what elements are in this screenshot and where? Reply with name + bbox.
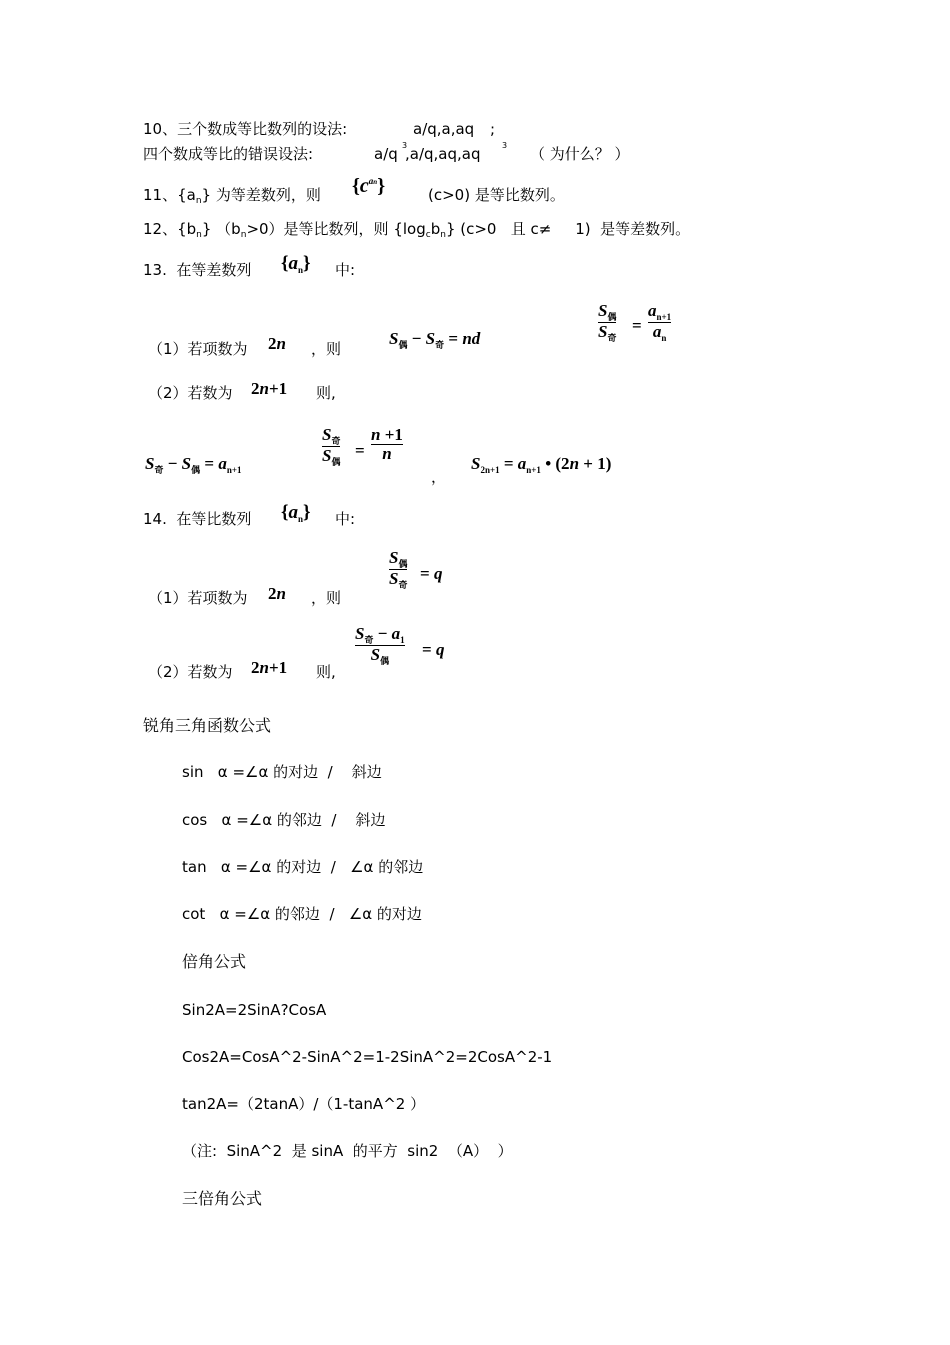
line-13: 13. 在等差数列 [143,261,252,279]
equals-13b: = [355,441,365,460]
line-10b-text: 四个数成等比的错误设法: [143,145,314,163]
trig-tan: tan α =∠α 的对边 / ∠α 的邻边 [182,858,424,876]
formula-2n1-13: 2n+1 [251,379,288,398]
line-13-2-end: 则, [316,384,336,402]
line-12: 12、$\{b_n\}$ $(b_n>0)$是等比数列，则 $\{\log_cb_n\}$ (c>0 且 c≠ 1) 是等差数列。 [143,220,691,240]
equals-13: = [632,316,642,335]
trig-sin: sin α =∠α 的对边 / 斜边 [182,763,382,781]
formula-seven-minus-sodd: $S_偶 - S_奇$ = nd [389,329,481,350]
formula-eq-q-14b: = q [422,640,445,659]
formula-2n-14: 2n [268,584,286,603]
trig-title: 锐角三角函数公式 [143,716,272,735]
comma: ， [431,468,447,486]
formula-sodd-minus-seven: $S_奇 - S_偶 = a_{n+1}$ [145,454,242,475]
formula-ratio-13b-left: $S_奇$ $S_偶$ [322,425,341,468]
line-10-text: 10、三个数成等比数列的设法: [143,120,348,138]
formula-sin2a: Sin2A=2SinA?CosA [182,1001,327,1019]
formula-cos2a: Cos2A=CosA^2-SinA^2=1-2SinA^2=2CosA^2-1 [182,1048,553,1066]
triple-angle-title: 三倍角公式 [182,1189,263,1208]
line-10-end: ; [490,120,496,138]
formula-ratio-14b: $S_奇 - a_1$ $S_偶$ [355,624,405,667]
trig-cot: cot α =∠α 的邻边 / ∠α 的对边 [182,905,422,923]
formula-ratio-13b-right: n +1 n [371,425,403,463]
formula-s2n1: $S_{2n+1} = a_{n+1}$ • (2n + 1) [471,454,612,475]
line-14: 14. 在等比数列 [143,510,252,528]
line-10b-value: a/q [374,145,398,163]
line-11-end: (c>0) 是等比数列。 [428,186,565,204]
line-13-1: （1）若项数为 [148,340,248,358]
double-angle-title: 倍角公式 [182,952,247,971]
line-10b-value2: ,a/q,aq,aq [405,145,481,163]
formula-2n1-14: 2n+1 [251,658,288,677]
line-14-1: （1）若项数为 [148,589,248,607]
line-11: 11、$\{a_n\}$ 为等差数列，则 [143,186,321,206]
formula-2n-13: 2n [268,334,286,353]
formula-tan2a: tan2A=（2tanA）/（1-tanA^2 ） [182,1095,426,1113]
line-13-1-end: ，则 [311,340,342,358]
line-10b-sup2: 3 [502,141,508,150]
line-14-2-end: 则, [316,663,336,681]
line-14-1-end: ，则 [311,589,342,607]
note: （注: SinA^2 是 sinA 的平方 sin2 （A） ） [182,1142,513,1160]
formula-an-13: $\{a_n\}$ [281,253,311,275]
formula-eq-q-14a: = q [420,564,443,583]
formula-ratio-13-left: $S_偶$ $S_奇$ [598,301,617,344]
line-10b-sup1: 3 [402,141,408,150]
line-14-end: 中: [335,510,356,528]
trig-cos: cos α =∠α 的邻边 / 斜边 [182,811,386,829]
line-10-value: a/q,a,aq [413,120,475,138]
formula-c-an: $\{c^{an}\}$ [352,175,386,197]
line-10b-end: （ 为什么？ ） [530,145,630,163]
line-13-end: 中: [335,261,356,279]
line-14-2: （2）若数为 [148,663,233,681]
line-13-2: （2）若数为 [148,384,233,402]
formula-ratio-14a: $S_偶$ $S_奇$ [389,548,408,591]
formula-an-14: $\{a_n\}$ [281,502,311,524]
formula-ratio-13-right: $a_{n+1}$ $a_n$ [648,301,672,344]
